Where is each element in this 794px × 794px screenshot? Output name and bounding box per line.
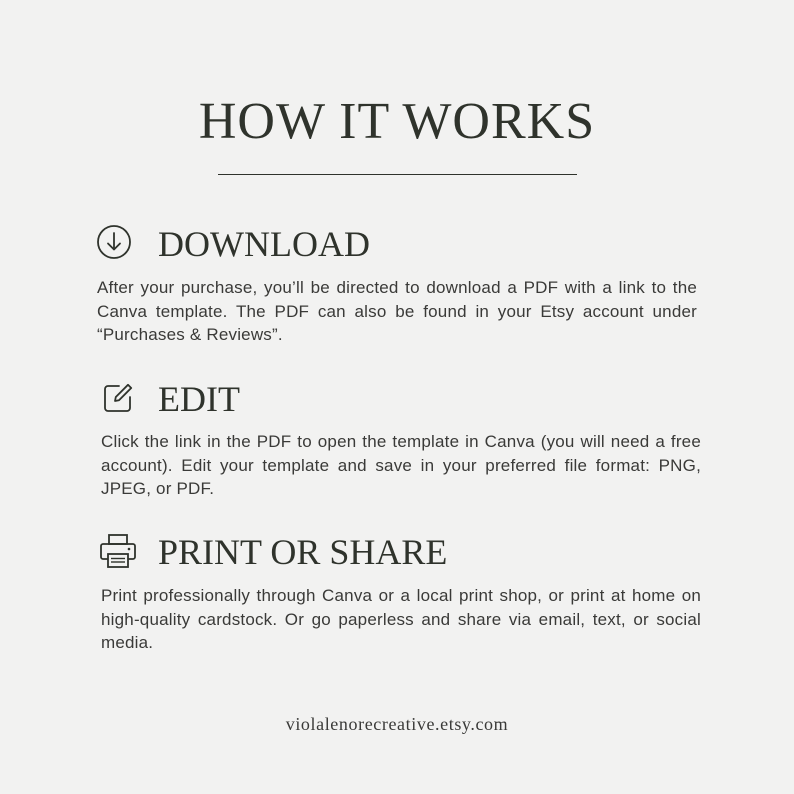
step-description: Click the link in the PDF to open the template in Canva (you will need a free account). Edit your template and save in your preferred file format: PNG, JPEG, or PDF. [101,432,701,498]
step-description: Print professionally through Canva or a local print shop, or print at home on high-quality cardstock. Or go paperless and share via email, text, or social media. [101,586,701,652]
step-heading: EDIT [158,379,240,419]
download-circle-icon [96,224,132,260]
printer-icon [98,533,138,569]
page-title: HOW IT WORKS [198,93,596,150]
step-description: After your purchase, you’ll be directed to download a PDF with a link to the Canva template. The PDF can also be found in your Etsy account under “Purchases & Reviews”. [97,278,697,344]
shop-url: violalenorecreative.etsy.com [285,714,509,734]
step-heading: PRINT OR SHARE [158,532,448,572]
title-divider [218,174,577,175]
edit-icon [100,380,136,416]
step-heading: DOWNLOAD [158,224,370,264]
